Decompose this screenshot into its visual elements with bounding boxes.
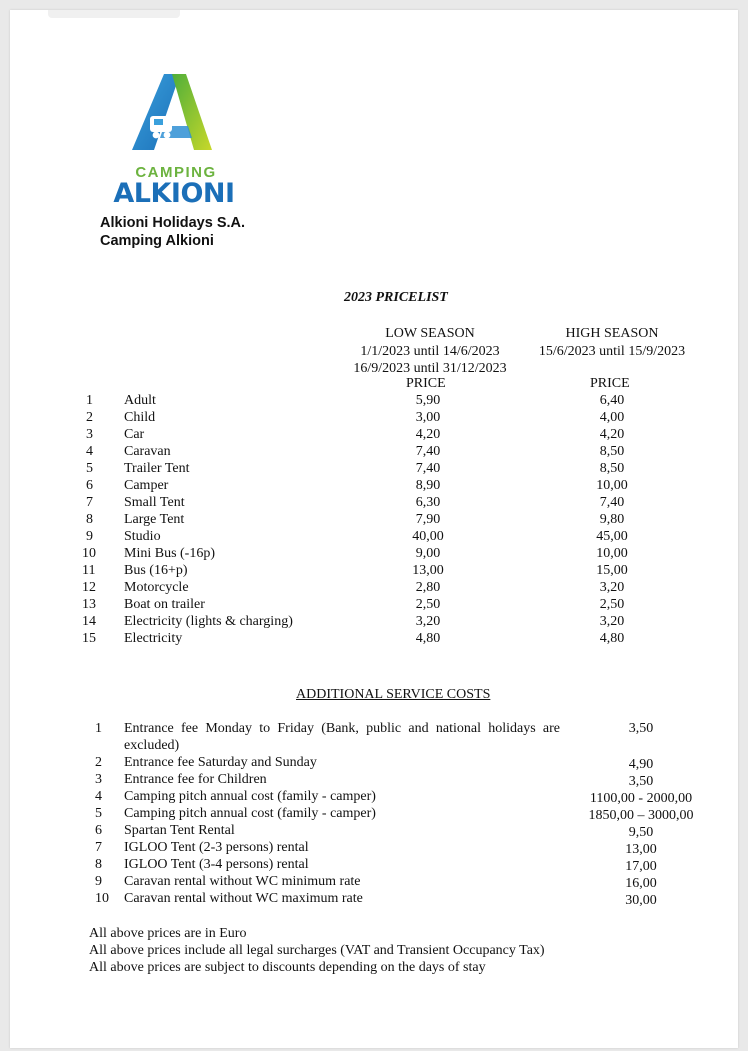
row-cost: 3,50: [628, 721, 654, 736]
row-number: 1: [86, 393, 93, 408]
row-number: 2: [86, 410, 93, 425]
table-row: [0, 410, 728, 427]
row-number: 7: [86, 495, 93, 510]
row-number: 3: [86, 427, 93, 442]
low-price-header: PRICE: [406, 376, 446, 391]
row-cost: 1100,00 - 2000,00: [589, 791, 693, 806]
row-high-price: 10,00: [596, 478, 628, 493]
table-row: [0, 631, 728, 648]
row-low-price: 5,90: [415, 393, 441, 408]
row-number: 6: [95, 823, 102, 838]
camping-alkioni-logo: [90, 72, 240, 212]
row-high-price: 4,20: [599, 427, 625, 442]
row-number: 10: [82, 546, 96, 561]
row-item: Trailer Tent: [124, 461, 190, 476]
row-low-price: 3,20: [415, 614, 441, 629]
table-row: [0, 563, 728, 580]
logo-tent-graphic-icon: [120, 72, 212, 162]
row-number: 6: [86, 478, 93, 493]
row-item: Entrance fee for Children: [124, 772, 267, 787]
row-number: 12: [82, 580, 96, 595]
row-cost: 13,00: [625, 842, 657, 857]
row-number: 8: [95, 857, 102, 872]
table-row: [0, 444, 728, 461]
table-row: [0, 393, 728, 410]
note-currency: All above prices are in Euro: [89, 926, 247, 941]
row-low-price: 3,00: [415, 410, 441, 425]
row-low-price: 4,80: [415, 631, 441, 646]
camping-name: Camping Alkioni: [100, 233, 214, 249]
row-item: Camper: [124, 478, 169, 493]
row-number: 5: [95, 806, 102, 821]
row-item: Mini Bus (-16p): [124, 546, 215, 561]
row-high-price: 9,80: [599, 512, 625, 527]
row-low-price: 8,90: [415, 478, 441, 493]
row-cost: 16,00: [625, 876, 657, 891]
row-cost: 9,50: [628, 825, 654, 840]
row-number: 11: [82, 563, 96, 578]
table-row: [0, 546, 728, 563]
low-season-dates-2: 16/9/2023 until 31/12/2023: [353, 361, 507, 376]
row-item: Car: [124, 427, 145, 442]
low-season-label: LOW SEASON: [385, 326, 475, 341]
row-item: Child: [124, 410, 156, 425]
row-item: IGLOO Tent (3-4 persons) rental: [124, 857, 309, 872]
high-season-dates-1: 15/6/2023 until 15/9/2023: [538, 343, 686, 359]
row-number: 1: [95, 721, 102, 736]
row-number: 8: [86, 512, 93, 527]
row-high-price: 45,00: [596, 529, 628, 544]
table-row: [0, 427, 728, 444]
row-number: 10: [95, 891, 109, 906]
row-item: Entrance fee Saturday and Sunday: [124, 755, 317, 770]
row-low-price: 7,40: [415, 461, 441, 476]
table-row: [0, 614, 728, 631]
row-item: Spartan Tent Rental: [124, 823, 235, 838]
row-number: 5: [86, 461, 93, 476]
note-discounts: All above prices are subject to discounts depending on the days of stay: [89, 960, 486, 975]
row-cost: 4,90: [628, 757, 654, 772]
row-number: 3: [95, 772, 102, 787]
row-high-price: 10,00: [596, 546, 628, 561]
row-item: Caravan: [124, 444, 171, 459]
row-number: 4: [86, 444, 93, 459]
row-cost: 17,00: [625, 859, 657, 874]
table-row: [0, 461, 728, 478]
row-low-price: 13,00: [412, 563, 444, 578]
low-season-header: [330, 325, 530, 378]
row-item: Bus (16+p): [124, 563, 188, 578]
high-season-header: [520, 325, 704, 360]
row-item: Small Tent: [124, 495, 185, 510]
high-season-label: HIGH SEASON: [565, 326, 659, 341]
table-row: [0, 529, 728, 546]
row-low-price: 2,50: [415, 597, 441, 612]
table-row: [0, 512, 728, 529]
page-edge-shadow: [48, 10, 180, 18]
row-high-price: 8,50: [599, 461, 625, 476]
row-high-price: 8,50: [599, 444, 625, 459]
row-item: Motorcycle: [124, 580, 189, 595]
row-item: Large Tent: [124, 512, 185, 527]
row-low-price: 4,20: [415, 427, 441, 442]
logo-camping-text: CAMPING: [135, 164, 217, 181]
row-number: 14: [82, 614, 96, 629]
row-low-price: 40,00: [412, 529, 444, 544]
row-item: Electricity (lights & charging): [124, 614, 293, 629]
row-item: Camping pitch annual cost (family - camper): [124, 806, 376, 821]
row-low-price: 7,90: [415, 512, 441, 527]
row-number: 7: [95, 840, 102, 855]
table-row: [0, 597, 728, 614]
row-item: Caravan rental without WC maximum rate: [124, 891, 363, 906]
additional-services-title: ADDITIONAL SERVICE COSTS: [296, 687, 491, 702]
logo-alkioni-text: ALKIONI: [113, 178, 235, 209]
table-row: [0, 580, 728, 597]
row-high-price: 3,20: [599, 614, 625, 629]
row-number: 2: [95, 755, 102, 770]
row-item: Adult: [124, 393, 156, 408]
row-cost: 3,50: [628, 774, 654, 789]
row-high-price: 4,00: [599, 410, 625, 425]
row-number: 9: [95, 874, 102, 889]
row-item: Electricity: [124, 631, 183, 646]
price-notes: [89, 925, 545, 976]
row-cost: 30,00: [625, 893, 657, 908]
table-row: [0, 478, 728, 495]
row-item: Studio: [124, 529, 161, 544]
row-high-price: 3,20: [599, 580, 625, 595]
high-price-header: PRICE: [590, 376, 630, 391]
note-surcharges: All above prices include all legal surcharges (VAT and Transient Occupancy Tax): [89, 943, 545, 958]
row-high-price: 7,40: [599, 495, 625, 510]
row-high-price: 6,40: [599, 393, 625, 408]
row-low-price: 9,00: [415, 546, 441, 561]
row-item: Camping pitch annual cost (family - camper): [124, 789, 376, 804]
company-block: [100, 214, 245, 250]
row-number: 15: [82, 631, 96, 646]
row-cost: 1850,00 – 3000,00: [588, 808, 694, 823]
row-number: 13: [82, 597, 96, 612]
row-high-price: 4,80: [599, 631, 625, 646]
row-low-price: 2,80: [415, 580, 441, 595]
row-high-price: 2,50: [599, 597, 625, 612]
row-low-price: 6,30: [415, 495, 441, 510]
row-low-price: 7,40: [415, 444, 441, 459]
row-item: IGLOO Tent (2-3 persons) rental: [124, 840, 309, 855]
row-item: Entrance fee Monday to Friday (Bank, public and national holidays are excluded): [124, 721, 560, 753]
pricelist-title: 2023 PRICELIST: [344, 290, 448, 305]
row-number: 4: [95, 789, 102, 804]
company-name: Alkioni Holidays S.A.: [100, 215, 246, 231]
row-number: 9: [86, 529, 93, 544]
table-row: [0, 495, 728, 512]
low-season-dates-1: 1/1/2023 until 14/6/2023: [360, 343, 500, 359]
row-item: Boat on trailer: [124, 597, 205, 612]
row-high-price: 15,00: [596, 563, 628, 578]
row-item: Caravan rental without WC minimum rate: [124, 874, 361, 889]
